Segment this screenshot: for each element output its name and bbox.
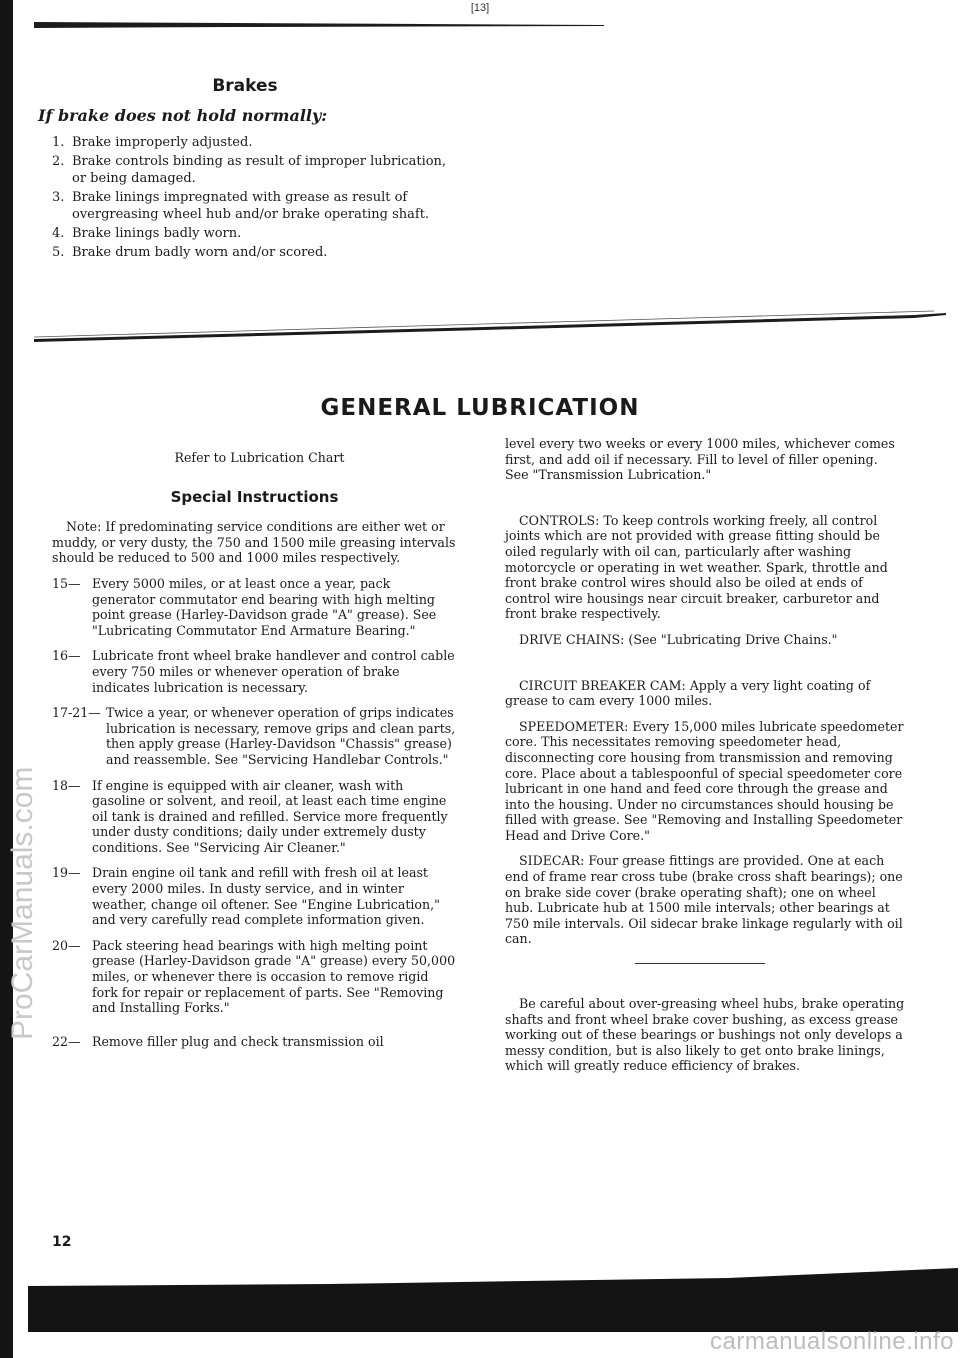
page-number: 12 [52,1234,72,1250]
list-item [52,153,462,187]
list-item-text: Brake drum badly worn and/or scored. [72,245,328,260]
list-item [52,134,462,151]
right-column [505,436,905,1084]
caution-paragraph: Be careful about over-greasing wheel hubs, brake operating shafts and front wheel brake cover bushing, as excess grease working out of these bearings or bushings not only develops a messy condition, but is also likely to get onto brake linings, which will greatly reduce efficiency of brakes. [505,996,905,1074]
item-number: 18— [52,777,81,793]
brakes-title: Brakes [212,76,278,96]
item-number: 16— [52,648,81,664]
short-divider [635,963,765,964]
controls-paragraph: CONTROLS: To keep controls working freely, all control joints which are not provided with grease fitting should be oiled regularly with oil can, particularly after washing motorcycle or operating in wet weather. Spark, throttle and front brake control wires should also be oiled at ends of control wire housings near circuit breaker, carburetor and front brake respectively. [505,512,888,622]
instruction-item [52,778,457,856]
sidecar-paragraph: SIDECAR: Four grease fittings are provided. One at each end of frame rear cross tube (brake cross shaft bearings); one on brake side cover (brake operating shaft); one on wheel hub. Lubricate hub at 1500 mile intervals; other bearings at 750 mile intervals. Oil sidecar brake linkage regularly with oil can. [505,853,903,947]
section-title: GENERAL LUBRICATION [320,395,640,421]
item-text: If engine is equipped with air cleaner, wash with gasoline or solvent, and reoil, at least each time engine oil tank is drained and refilled. Service more frequently under dusty conditions; daily under extremely dusty conditions. See "Servicing Air Cleaner." [92,777,448,855]
list-item-number: 1. [52,135,65,150]
item-text: Lubricate front wheel brake handlever and control cable every 750 miles or whenever operation of brake indicates lubrication is necessary. [92,648,455,695]
list-item-text: Brake improperly adjusted. [72,135,253,150]
item-number: 17-21— [52,705,101,721]
corner-watermark: carmanualsonline.info [710,1328,954,1355]
list-item-number: 2. [52,154,65,169]
list-item-text: Brake linings impregnated with grease as result of overgreasing wheel hub and/or brake operating shaft. [72,190,430,222]
chart-reference: Refer to Lubrication Chart [174,450,345,465]
circuit-breaker-paragraph: CIRCUIT BREAKER CAM: Apply a very light coating of grease to cam every 1000 miles. [505,677,871,709]
side-watermark-text: ProCarManuals.com [6,766,39,1040]
list-item [52,189,462,223]
instruction-item [52,648,457,695]
list-item-text: Brake controls binding as result of improper lubrication, or being damaged. [72,154,447,186]
side-watermark [2,570,42,1060]
bottom-scan-bar [28,1268,958,1332]
continuation-paragraph: level every two weeks or every 1000 miles, whichever comes first, and add oil if necessary. Fill to level of filler opening. See "Transmission Lubrication." [505,436,895,483]
item-text: Twice a year, or whenever operation of grips indicates lubrication is necessary, remove grips and clean parts, then apply grease (Harley-Davidson "Chassis" grease) and reassemble. See "Servicing Handlebar Controls." [106,705,456,767]
item-text: Pack steering head bearings with high melting point grease (Harley-Davidson grade "A" grease) every 50,000 miles, or whenever there is occasion to remove rigid fork for repair or replacement of parts. See "Removing and Installing Forks." [92,937,456,1016]
left-column [52,450,457,1059]
top-rule [34,22,604,28]
instruction-item [52,938,457,1016]
brakes-intro: If brake does not hold normally: [38,106,328,125]
note-paragraph: Note: If predominating service conditions are either wet or muddy, or very dusty, the 750 and 1500 mile greasing intervals should be reduced to 500 and 1000 miles respectively. [52,519,456,566]
instruction-item [52,1034,457,1050]
item-text: Remove filler plug and check transmission oil [92,1033,384,1049]
brakes-list [52,134,462,263]
list-item-number: 4. [52,226,65,241]
item-text: Drain engine oil tank and refill with fresh oil at least every 2000 miles. In dusty service, and in winter weather, change oil oftener. See "Engine Lubrication," and very carefully read complete information given. [92,865,440,928]
speedometer-paragraph: SPEEDOMETER: Every 15,000 miles lubricate speedometer core. This necessitates removing speedometer head, disconnecting core housing from transmission and removing core. Place about a tablespoonful of special speedometer core lubricant in one hand and feed core through the grease and into the housing. Under no circumstances should housing be filled with grease. See "Removing and Installing Speedometer Head and Drive Core." [505,718,904,843]
list-item [52,244,462,261]
list-item [52,225,462,242]
instruction-item [52,705,457,767]
item-number: 20— [52,937,81,953]
item-number: 19— [52,865,81,881]
list-item-number: 5. [52,245,65,260]
item-number: 22— [52,1033,81,1049]
page-reference: [13] [470,2,490,14]
list-item-text: Brake linings badly worn. [72,226,242,241]
instruction-item [52,865,457,927]
section-divider-rule [34,309,946,343]
item-number: 15— [52,575,81,591]
drive-chains-paragraph: DRIVE CHAINS: (See "Lubricating Drive Chains." [519,631,838,647]
list-item-number: 3. [52,190,65,205]
item-text: Every 5000 miles, or at least once a year, pack generator commutator end bearing with high melting point grease (Harley-Davidson grade "A" grease). See "Lubricating Commutator End Armature Bearing." [92,575,437,638]
instruction-item [52,576,457,638]
subsection-title: Special Instructions [170,487,339,506]
